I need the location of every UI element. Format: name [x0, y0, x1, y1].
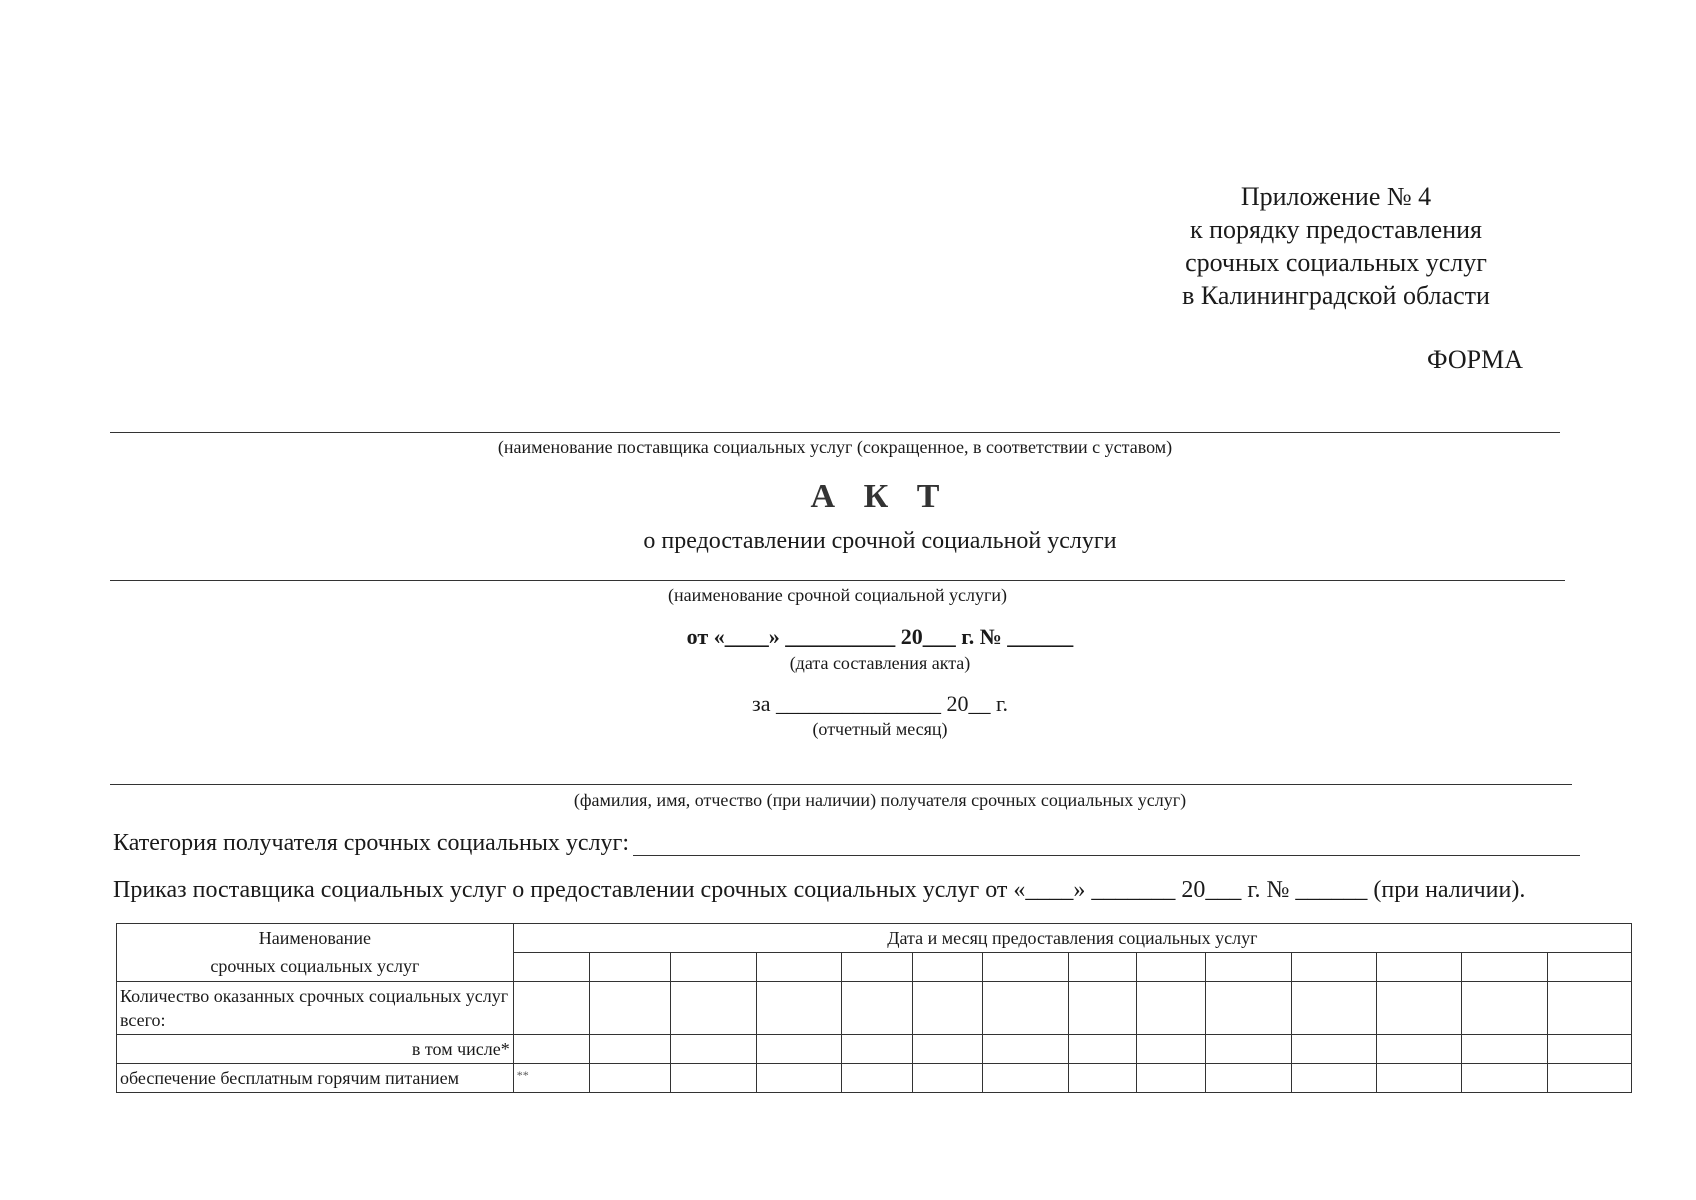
- value-cell[interactable]: [982, 1035, 1068, 1064]
- appendix-line-4: в Калининградской области: [1182, 281, 1490, 310]
- value-cell[interactable]: [842, 1064, 913, 1093]
- value-cell[interactable]: [1547, 982, 1631, 1035]
- date-cell[interactable]: [513, 953, 589, 982]
- service-caption: (наименование срочной социальной услуги): [668, 585, 1007, 605]
- value-cell[interactable]: [1292, 982, 1377, 1035]
- table-row-food: [117, 1064, 1632, 1093]
- appendix-block: [1156, 180, 1516, 312]
- value-cell[interactable]: [1206, 1035, 1292, 1064]
- footnote-mark: **: [516, 1067, 529, 1082]
- appendix-line-2: к порядку предоставления: [1190, 215, 1482, 244]
- value-cell[interactable]: [982, 982, 1068, 1035]
- date-cell[interactable]: [1377, 953, 1462, 982]
- value-cell[interactable]: [1068, 1035, 1136, 1064]
- act-title: А К Т: [810, 478, 950, 515]
- including-label: в том числе*: [117, 1035, 514, 1064]
- value-cell[interactable]: [1377, 1064, 1462, 1093]
- recipient-caption: (фамилия, имя, отчество (при наличии) получателя срочных социальных услуг): [573, 790, 1187, 810]
- value-cell[interactable]: [671, 982, 757, 1035]
- provider-caption: (наименование поставщика социальных услуг (сокращенное, в соответствии с уставом): [497, 437, 1173, 457]
- value-cell[interactable]: [671, 1064, 757, 1093]
- date-cell[interactable]: [982, 953, 1068, 982]
- provider-name-line[interactable]: [110, 432, 1560, 433]
- value-cell[interactable]: [513, 982, 589, 1035]
- date-cell[interactable]: [1068, 953, 1136, 982]
- value-cell[interactable]: [1068, 982, 1136, 1035]
- value-cell[interactable]: [842, 1035, 913, 1064]
- date-cell[interactable]: [1206, 953, 1292, 982]
- value-cell[interactable]: [1547, 1064, 1631, 1093]
- date-cell[interactable]: [1292, 953, 1377, 982]
- table-header-row: [117, 924, 1632, 953]
- value-cell[interactable]: [913, 1035, 982, 1064]
- act-date-caption: (дата составления акта): [789, 653, 971, 673]
- value-cell[interactable]: [1462, 1064, 1547, 1093]
- date-cell[interactable]: [1462, 953, 1547, 982]
- services-table: [116, 923, 1632, 1093]
- date-cell[interactable]: [589, 953, 670, 982]
- date-cell[interactable]: [842, 953, 913, 982]
- value-cell[interactable]: [913, 1064, 982, 1093]
- value-cell[interactable]: [1206, 982, 1292, 1035]
- report-period-caption: (отчетный месяц): [812, 719, 948, 739]
- date-cell[interactable]: [1136, 953, 1205, 982]
- value-cell[interactable]: [842, 982, 913, 1035]
- value-cell[interactable]: [757, 982, 842, 1035]
- value-cell[interactable]: [1292, 1035, 1377, 1064]
- value-cell[interactable]: [1068, 1064, 1136, 1093]
- value-cell[interactable]: [1136, 982, 1205, 1035]
- appendix-line-1: Приложение № 4: [1240, 182, 1432, 211]
- value-cell[interactable]: [671, 1035, 757, 1064]
- value-cell[interactable]: [589, 1035, 670, 1064]
- value-cell[interactable]: [1136, 1035, 1205, 1064]
- value-cell[interactable]: [1377, 982, 1462, 1035]
- value-cell[interactable]: [757, 1064, 842, 1093]
- recipient-name-line[interactable]: [110, 784, 1572, 785]
- report-period-line[interactable]: за _______________ 20__ г.: [752, 691, 1008, 716]
- appendix-line-3: срочных социальных услуг: [1185, 248, 1487, 277]
- value-cell[interactable]: [513, 1064, 589, 1093]
- free-hot-meals-label: обеспечение бесплатным горячим питанием: [117, 1064, 514, 1093]
- date-cells-row: [117, 953, 1632, 982]
- value-cell[interactable]: [1547, 1035, 1631, 1064]
- date-cell[interactable]: [671, 953, 757, 982]
- date-cell[interactable]: [757, 953, 842, 982]
- value-cell[interactable]: [1462, 982, 1547, 1035]
- date-cell[interactable]: [913, 953, 982, 982]
- service-name-line[interactable]: [110, 580, 1565, 581]
- service-name-header-top: Наименование: [117, 924, 514, 953]
- total-services-label: Количество оказанных срочных социальных услуг всего:: [117, 982, 514, 1035]
- service-name-header-bottom: срочных социальных услуг: [117, 953, 514, 982]
- value-cell[interactable]: [513, 1035, 589, 1064]
- value-cell[interactable]: [1292, 1064, 1377, 1093]
- value-cell[interactable]: [1462, 1035, 1547, 1064]
- form-label: ФОРМА: [1427, 345, 1523, 374]
- act-subtitle: о предоставлении срочной социальной услуги: [643, 528, 1117, 554]
- value-cell[interactable]: [1377, 1035, 1462, 1064]
- date-cell[interactable]: [1547, 953, 1631, 982]
- value-cell[interactable]: [913, 982, 982, 1035]
- value-cell[interactable]: [589, 982, 670, 1035]
- table-row-total: [117, 982, 1632, 1035]
- value-cell[interactable]: [589, 1064, 670, 1093]
- value-cell[interactable]: [757, 1035, 842, 1064]
- provider-order-line[interactable]: Приказ поставщика социальных услуг о предоставлении срочных социальных услуг от «____» _______ 20___ г. № ______ (при наличии).: [113, 877, 1526, 903]
- value-cell[interactable]: [1206, 1064, 1292, 1093]
- act-date-line[interactable]: от «____» __________ 20___ г. № ______: [686, 624, 1074, 649]
- value-cell[interactable]: [1136, 1064, 1205, 1093]
- value-cell[interactable]: [982, 1064, 1068, 1093]
- recipient-category-field[interactable]: [633, 855, 1580, 856]
- dates-header: Дата и месяц предоставления социальных услуг: [513, 924, 1631, 953]
- table-row-including: [117, 1035, 1632, 1064]
- recipient-category-label: Категория получателя срочных социальных услуг:: [113, 830, 630, 856]
